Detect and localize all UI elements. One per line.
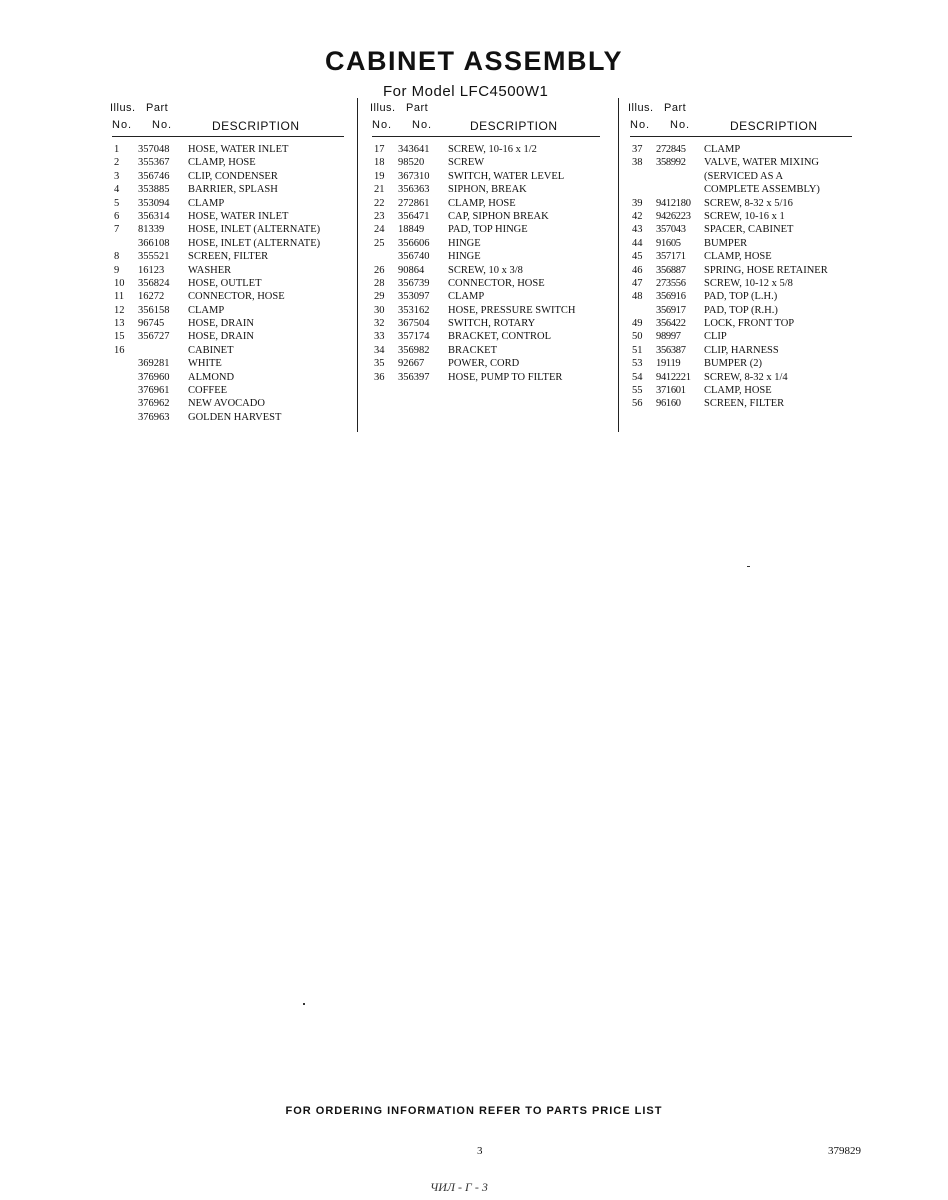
table-row — [630, 344, 852, 357]
part-number: 90864 — [398, 264, 425, 276]
table-row — [630, 384, 852, 397]
table-row — [630, 197, 852, 210]
header-illus-no: No. — [112, 119, 133, 131]
part-number — [656, 170, 704, 183]
table-row — [630, 397, 852, 410]
parts-list — [372, 137, 600, 384]
part-description: SCREW — [448, 157, 485, 169]
part-number: 376963 — [138, 411, 170, 423]
illus-number: 35 — [374, 358, 385, 370]
part-description: COFFEE — [188, 385, 228, 397]
part-description: VALVE, WATER MIXING — [704, 157, 820, 169]
illus-number: 1 — [114, 144, 120, 155]
header-description: DESCRIPTION — [730, 119, 818, 133]
illus-number: 9 — [114, 264, 120, 276]
header-illus: Illus. — [628, 102, 654, 114]
illus-number: 53 — [632, 358, 643, 370]
scan-speck — [747, 566, 750, 567]
parts-column-2 — [372, 100, 600, 384]
part-description: WASHER — [188, 264, 232, 276]
scan-speck — [303, 1003, 305, 1005]
part-description: COMPLETE ASSEMBLY) — [704, 184, 820, 196]
part-description: CONNECTOR, HOSE — [448, 277, 545, 289]
illus-number: 10 — [114, 277, 125, 289]
table-row — [630, 237, 852, 250]
part-number: 356740 — [398, 251, 430, 263]
part-number: 356387 — [656, 344, 686, 356]
part-number: 16272 — [138, 291, 165, 303]
part-description: SPRING, HOSE RETAINER — [704, 264, 828, 276]
part-description: CLAMP, HOSE — [188, 157, 256, 169]
table-row — [372, 371, 600, 384]
column-divider — [357, 98, 358, 432]
illus-number: 30 — [374, 304, 385, 316]
table-row — [372, 170, 600, 183]
illus-number — [112, 384, 138, 397]
illus-number: 19 — [374, 170, 385, 182]
illus-number: 49 — [632, 318, 643, 330]
illus-number: 12 — [114, 304, 125, 316]
ordering-footer: FOR ORDERING INFORMATION REFER TO PARTS PRICE LIST — [285, 1105, 663, 1117]
part-description: SCREW, 8-32 x 1/4 — [704, 371, 788, 383]
table-row — [112, 411, 344, 424]
illus-number: 33 — [374, 331, 385, 343]
illus-number — [112, 397, 138, 410]
parts-column-1 — [112, 100, 344, 424]
part-description: SCREW, 10-16 x 1/2 — [448, 144, 537, 155]
part-description: BRACKET — [448, 344, 498, 356]
table-row — [630, 317, 852, 330]
illus-number: 24 — [374, 224, 385, 236]
header-illus-no: No. — [630, 119, 651, 131]
table-row — [112, 371, 344, 384]
handwritten-note: ЧИЛ - Г - 3 — [430, 1180, 488, 1194]
part-description: CONNECTOR, HOSE — [188, 291, 285, 303]
illus-number: 38 — [632, 157, 643, 169]
illus-number: 32 — [374, 318, 385, 330]
header-description: DESCRIPTION — [470, 119, 558, 133]
illus-number: 28 — [374, 277, 385, 289]
part-number: 366108 — [138, 237, 170, 249]
part-number: 376962 — [138, 398, 170, 410]
illus-number: 46 — [632, 264, 643, 276]
part-description: HOSE, PRESSURE SWITCH — [448, 304, 576, 316]
part-number: 358992 — [656, 157, 686, 169]
part-description: CLAMP — [188, 304, 225, 316]
illus-number: 48 — [632, 291, 643, 303]
part-number: 355367 — [138, 157, 170, 169]
illus-number — [112, 371, 138, 384]
model-subtitle: For Model LFC4500W1 — [383, 83, 549, 100]
part-description: BUMPER — [704, 237, 748, 249]
table-row — [112, 290, 344, 303]
part-description: CLAMP, HOSE — [448, 197, 516, 209]
part-description: SWITCH, WATER LEVEL — [448, 170, 565, 182]
illus-number — [630, 170, 656, 183]
part-number: 343641 — [398, 144, 430, 155]
illus-number: 16 — [114, 344, 125, 356]
table-row — [372, 156, 600, 169]
part-number: 356471 — [398, 210, 430, 222]
illus-number — [112, 237, 138, 250]
column-header — [372, 100, 600, 137]
table-row — [372, 223, 600, 236]
part-number: 355521 — [138, 251, 170, 263]
illus-number: 56 — [632, 398, 643, 410]
header-description: DESCRIPTION — [212, 119, 300, 133]
part-number: 16123 — [138, 264, 165, 276]
part-number: 96745 — [138, 318, 165, 330]
illus-number: 26 — [374, 264, 385, 276]
part-description: (SERVICED AS A — [704, 170, 784, 182]
table-row — [372, 143, 600, 156]
illus-number: 17 — [374, 144, 385, 155]
illus-number — [630, 183, 656, 196]
table-row — [630, 170, 852, 183]
table-row — [372, 277, 600, 290]
table-row — [630, 210, 852, 223]
part-number: 273556 — [656, 277, 686, 289]
part-description: PAD, TOP (R.H.) — [704, 304, 778, 316]
part-description: CLAMP — [188, 197, 225, 209]
illus-number: 36 — [374, 371, 385, 383]
table-row — [112, 384, 344, 397]
illus-number: 4 — [114, 184, 120, 196]
illus-number — [112, 411, 138, 424]
illus-number — [372, 250, 398, 263]
part-number: 356158 — [138, 304, 170, 316]
part-number: 356606 — [398, 237, 430, 249]
header-part: Part — [146, 102, 169, 114]
part-number: 356746 — [138, 170, 170, 182]
illus-number: 22 — [374, 197, 385, 209]
part-description: PAD, TOP HINGE — [448, 224, 528, 236]
part-description: BUMPER (2) — [704, 358, 763, 370]
table-row — [372, 264, 600, 277]
part-number: 356397 — [398, 371, 430, 383]
part-number: 353097 — [398, 291, 430, 303]
table-row — [630, 183, 852, 196]
part-number: 376961 — [138, 385, 170, 397]
part-number: 367310 — [398, 170, 430, 182]
table-row — [372, 304, 600, 317]
illus-number: 18 — [374, 157, 385, 169]
illus-number: 8 — [114, 251, 120, 263]
part-description: SPACER, CABINET — [704, 224, 794, 236]
part-description: CAP, SIPHON BREAK — [448, 210, 549, 222]
part-number: 356314 — [138, 210, 170, 222]
part-description: SCREEN, FILTER — [188, 251, 269, 263]
part-number: 92667 — [398, 358, 425, 370]
header-illus-no: No. — [372, 119, 393, 131]
part-description: SCREW, 10 x 3/8 — [448, 264, 523, 276]
part-number — [656, 183, 704, 196]
illus-number: 3 — [114, 170, 120, 182]
illus-number: 25 — [374, 237, 385, 249]
table-row — [630, 290, 852, 303]
part-number: 357171 — [656, 251, 686, 263]
table-row — [372, 344, 600, 357]
table-row — [372, 330, 600, 343]
part-description: GOLDEN HARVEST — [188, 411, 282, 423]
part-number: 356739 — [398, 277, 430, 289]
part-number: 353885 — [138, 184, 170, 196]
illus-number: 43 — [632, 224, 643, 236]
part-description: PAD, TOP (L.H.) — [704, 291, 778, 303]
part-number: 19119 — [656, 358, 681, 370]
illus-number: 29 — [374, 291, 385, 303]
table-row — [372, 197, 600, 210]
table-row — [630, 330, 852, 343]
table-row — [630, 357, 852, 370]
parts-list — [112, 137, 344, 424]
header-part-no: No. — [412, 119, 433, 131]
part-description: SCREW, 10-16 x 1 — [704, 210, 785, 222]
table-row — [630, 223, 852, 236]
part-number: 371601 — [656, 385, 686, 397]
table-row — [112, 197, 344, 210]
table-row — [372, 250, 600, 263]
part-description: CLIP, HARNESS — [704, 344, 779, 356]
part-number: 81339 — [138, 224, 165, 236]
part-description: ALMOND — [188, 371, 235, 383]
table-row — [112, 357, 344, 370]
part-number: 356824 — [138, 277, 170, 289]
part-description: CLAMP, HOSE — [704, 251, 772, 263]
part-number: 272845 — [656, 144, 686, 155]
part-description: HOSE, OUTLET — [188, 277, 262, 289]
illus-number: 2 — [114, 157, 120, 169]
table-row — [112, 237, 344, 250]
illus-number: 11 — [114, 291, 125, 303]
table-row — [112, 183, 344, 196]
part-description: HOSE, DRAIN — [188, 331, 254, 343]
header-part: Part — [664, 102, 687, 114]
illus-number: 15 — [114, 331, 125, 343]
table-row — [372, 210, 600, 223]
table-row — [112, 170, 344, 183]
column-header — [630, 100, 852, 137]
part-description: HOSE, WATER INLET — [188, 210, 289, 222]
illus-number: 13 — [114, 318, 125, 330]
part-number: 356982 — [398, 344, 430, 356]
illus-number: 54 — [632, 371, 643, 383]
part-number: 9426223 — [656, 210, 691, 222]
part-description: HOSE, INLET (ALTERNATE) — [188, 237, 321, 249]
illus-number: 42 — [632, 210, 643, 222]
part-description: SCREW, 8-32 x 5/16 — [704, 197, 793, 209]
illus-number: 6 — [114, 210, 120, 222]
illus-number: 37 — [632, 144, 643, 155]
table-row — [630, 277, 852, 290]
page-title: CABINET ASSEMBLY — [324, 46, 624, 76]
illus-number: 5 — [114, 197, 120, 209]
illus-number — [112, 357, 138, 370]
part-number: 367504 — [398, 318, 430, 330]
part-description: SIPHON, BREAK — [448, 184, 527, 196]
part-description: WHITE — [188, 358, 222, 370]
part-description: CLIP — [704, 331, 727, 343]
part-description: NEW AVOCADO — [188, 398, 265, 410]
part-number: 356917 — [656, 304, 686, 316]
part-description: HINGE — [448, 237, 481, 249]
header-illus: Illus. — [370, 102, 396, 114]
table-row — [630, 250, 852, 263]
table-row — [112, 330, 344, 343]
part-description: BARRIER, SPLASH — [188, 184, 278, 196]
illus-number: 23 — [374, 210, 385, 222]
part-description: BRACKET, CONTROL — [448, 331, 552, 343]
table-row — [112, 143, 344, 156]
table-row — [372, 317, 600, 330]
table-row — [112, 223, 344, 236]
illus-number: 47 — [632, 277, 643, 289]
header-part: Part — [406, 102, 429, 114]
part-description: HOSE, PUMP TO FILTER — [448, 371, 563, 383]
illus-number: 21 — [374, 184, 385, 196]
part-description: SCREEN, FILTER — [704, 398, 785, 410]
part-number: 98520 — [398, 157, 425, 169]
part-description: SCREW, 10-12 x 5/8 — [704, 277, 793, 289]
illus-number: 55 — [632, 385, 643, 397]
parts-column-3 — [630, 100, 852, 411]
part-number: 356363 — [398, 184, 430, 196]
table-row — [372, 183, 600, 196]
illus-number — [630, 304, 656, 317]
part-number: 96160 — [656, 398, 681, 410]
illus-number: 44 — [632, 237, 643, 249]
illus-number: 39 — [632, 197, 643, 209]
column-header — [112, 100, 344, 137]
part-description: HOSE, INLET (ALTERNATE) — [188, 224, 321, 236]
table-row — [630, 143, 852, 156]
illus-number: 50 — [632, 331, 643, 343]
header-part-no: No. — [670, 119, 691, 131]
part-number: 369281 — [138, 358, 170, 370]
part-number: 357048 — [138, 144, 170, 155]
table-row — [112, 317, 344, 330]
part-number: 9412180 — [656, 197, 691, 209]
illus-number: 34 — [374, 344, 385, 356]
table-row — [112, 397, 344, 410]
part-number: 357043 — [656, 224, 686, 236]
table-row — [112, 250, 344, 263]
header-illus: Illus. — [110, 102, 136, 114]
part-description: HOSE, WATER INLET — [188, 144, 289, 155]
part-description: HINGE — [448, 251, 481, 263]
table-row — [630, 156, 852, 169]
table-row — [630, 264, 852, 277]
part-number: 356916 — [656, 291, 686, 303]
table-row — [112, 304, 344, 317]
table-row — [372, 357, 600, 370]
part-number: 356887 — [656, 264, 686, 276]
part-number: 9412221 — [656, 371, 691, 383]
illus-number: 45 — [632, 251, 643, 263]
part-description: CLAMP, HOSE — [704, 385, 772, 397]
part-number: 272861 — [398, 197, 430, 209]
column-divider — [618, 98, 619, 432]
part-description: CABINET — [188, 344, 234, 356]
part-number: 356422 — [656, 318, 686, 330]
table-row — [630, 304, 852, 317]
table-row — [372, 290, 600, 303]
part-number — [138, 344, 188, 357]
part-description: SWITCH, ROTARY — [448, 318, 536, 330]
table-row — [372, 237, 600, 250]
illus-number: 51 — [632, 344, 643, 356]
part-number: 91605 — [656, 237, 681, 249]
table-row — [630, 371, 852, 384]
illus-number: 7 — [114, 224, 120, 236]
part-number: 353094 — [138, 197, 170, 209]
part-description: LOCK, FRONT TOP — [704, 318, 795, 330]
part-number: 356727 — [138, 331, 170, 343]
part-number: 353162 — [398, 304, 430, 316]
table-row — [112, 277, 344, 290]
document-number: 379829 — [828, 1145, 861, 1157]
part-number: 357174 — [398, 331, 430, 343]
part-number: 18849 — [398, 224, 425, 236]
table-row — [112, 344, 344, 357]
part-description: POWER, CORD — [448, 358, 520, 370]
part-description: CLAMP — [448, 291, 485, 303]
part-number: 98997 — [656, 331, 681, 343]
part-description: CLAMP — [704, 144, 741, 155]
part-description: CLIP, CONDENSER — [188, 170, 278, 182]
header-part-no: No. — [152, 119, 173, 131]
table-row — [112, 156, 344, 169]
parts-list — [630, 137, 852, 411]
part-description: HOSE, DRAIN — [188, 318, 254, 330]
table-row — [112, 264, 344, 277]
table-row — [112, 210, 344, 223]
page-number: 3 — [477, 1145, 483, 1157]
part-number: 376960 — [138, 371, 170, 383]
